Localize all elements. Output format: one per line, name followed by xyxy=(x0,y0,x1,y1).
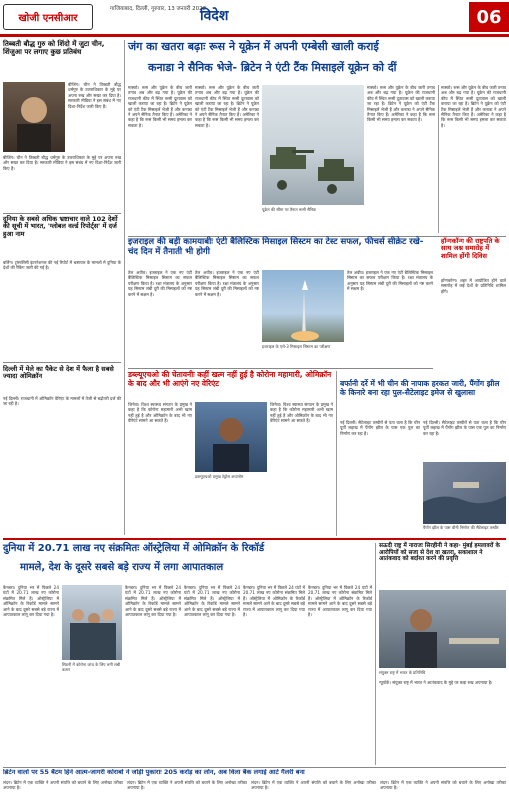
corruption-headline: दुनिया के सबसे अधिक भ्रष्टाचार वाले 102 देशों की सूची में भारत, 'ग्लोबल वर्ल्ड रिपोर्ट्स' में दर्ज हुआ नाम xyxy=(3,215,118,238)
britain-headline: ब्रिटेन वालों पर 55 बैंटम हिने आत्म-जागरी कोराबों ने जोड़ी पुकाराः 205 करोड़ का लोन, अब विला बैंक लगाई आर्ट गैलरी बना xyxy=(3,769,305,776)
saudi-body: न्यूयॉर्क। संयुक्त राष्ट्र में भारत ने आतंकवाद के मुद्दे पर कड़ा रुख अपनाया है। xyxy=(379,680,493,685)
who-body-col1: जिनेवा। विश्व स्वास्थ्य संगठन के प्रमुख ने कहा है कि कोरोना महामारी अभी खत्म नहीं हुई है और ओमिक्रॉन के बाद भी नए वेरिएंट सामने आ सकते हैं। xyxy=(128,402,192,424)
tibet-body-cont: बीजिंग। चीन ने तिब्बती बौद्ध धर्मगुरु के उत्तराधिकार के मुद्दे पर अपना रुख और सख्त कर दिया है। सरकारी मीडिया ने इस संबंध में नए दिशा-निर्देश जारी किए हैं। xyxy=(3,155,121,171)
date-line: गाजियाबाद, दिल्ली, गुरुवार, 13 जनवरी 2022 xyxy=(110,6,207,12)
border-photo xyxy=(423,462,506,524)
section-title: विदेश xyxy=(200,8,229,24)
who-headline: डब्ल्यूएचओ की चेतावनीः कहीं खत्म नहीं हुई है कोरोना महामारी, ओमिक्रॉन के बाद और भी आएंगे नए वेरिएंट xyxy=(128,370,332,388)
masthead-rule xyxy=(0,34,509,37)
delhi-headline: दिल्ली में मेले का पैकेट से देश में फैला है सबसे ज्यादा ओमिक्रॉन xyxy=(3,365,114,381)
column-rule xyxy=(438,85,439,233)
israel-photo xyxy=(262,270,344,342)
saudi-headline: सऊदी राष्ट्र में नाराजः सिरहीनी ने कहा- मुंबई हमलावरों के आरोपियों को सजा से देश वा खतरा, सकाशाल ने आतंकवाद को बर्दाश्त करने की प्रवृत्ति xyxy=(379,543,500,563)
russia-photo xyxy=(262,85,364,205)
australia-photo-caption: सिडनी में कोरोना जांच के लिए लगी लंबी कतार xyxy=(62,662,121,672)
australia-body-col4: कैनबरा। दुनिया भर में पिछले 24 घंटों में 20.71 लाख नए कोरोना संक्रमित मिले हैं। ऑस्ट्रेलिया में ओमिक्रॉन के रिकॉर्ड मामले सामने आने के बाद दूसरे सबसे बड़े राज्य में आपातकाल लागू कर दिया गया है। xyxy=(243,585,305,618)
who-photo-caption: डब्ल्यूएचओ प्रमुख टेड्रोस अधानोम xyxy=(195,474,244,479)
britain-body-col1: लंदन। ब्रिटेन में एक व्यक्ति ने अपनी संपत्ति को बचाने के लिए अनोखा तरीका अपनाया है। xyxy=(3,780,123,791)
australia-photo xyxy=(62,585,122,660)
border-body-col2: नई दिल्ली। सैटेलाइट तस्वीरों से पता चला है कि चीन पूर्वी लद्दाख में पैंगोंग झील के पास एक पुल का निर्माण कर रहा है। xyxy=(423,420,506,436)
russia-body-col2: मास्को। रूस और यूक्रेन के बीच जारी तनाव अब और बढ़ गया है। यूक्रेन की राजधानी कीव में स्थित रूसी दूतावास को खाली कराया जा रहा है। ब्रिटेन ने यूक्रेन को एंटी टैंक मिसाइलें भेजी हैं और कनाडा ने अपने सैनिक तैनात किए हैं। अमेरिका ने कहा है कि रूस किसी भी समय हमला कर सकता है। xyxy=(195,85,259,128)
tibet-photo xyxy=(3,82,65,152)
russia-headline-2: कनाडा ने सैनिक भेजे- ब्रिटेन ने एंटी टैंक मिसाइलें यूक्रेन को दीं xyxy=(148,61,397,74)
israel-body-col2: तेल अवीव। इजराइल ने एक नए एंटी बैलिस्टिक मिसाइल सिस्टम का सफल परीक्षण किया है। रक्षा मंत्रालय के अनुसार यह सिस्टम लंबी दूरी की मिसाइलों को नष्ट करने में सक्षम है। xyxy=(195,270,259,297)
australia-headline-1: दुनिया में 20.71 लाख नए संक्रमितः ऑस्ट्रेलिया में ओमिक्रॉन के रिकॉर्ड xyxy=(3,543,265,554)
border-headline: बर्फानी दर्रे में भी चीन की नापाक हरकत जारी, पैंगोंग झील के किनारे बना रहा पुल-सैटेलाइट इमेज से खुलासा xyxy=(340,379,500,397)
britain-body-col3: लंदन। ब्रिटेन में एक व्यक्ति ने अपनी संपत्ति को बचाने के लिए अनोखा तरीका अपनाया है। xyxy=(251,780,376,791)
paper-logo: खोजी एनसीआर xyxy=(3,4,93,30)
delhi-body: नई दिल्ली। राजधानी में ओमिक्रॉन वेरिएंट के मामलों में तेजी से बढ़ोतरी दर्ज की जा रही है। xyxy=(3,396,121,407)
hongkong-headline: हॉन्गकॉन्ग की राष्ट्रपति के साथ जश्न समारोह में शामिल होंगी दिविस xyxy=(441,237,500,260)
hongkong-body: हॉन्गकॉन्ग। शहर में आयोजित होने वाले समारोह में कई देशों के प्रतिनिधि शामिल होंगे। xyxy=(441,278,506,294)
israel-body-col3: तेल अवीव। इजराइल ने एक नए एंटी बैलिस्टिक मिसाइल सिस्टम का सफल परीक्षण किया है। रक्षा मंत्रालय के अनुसार यह सिस्टम लंबी दूरी की मिसाइलों को नष्ट करने में सक्षम है। xyxy=(347,270,433,292)
who-photo xyxy=(195,402,267,472)
australia-body-col3: कैनबरा। दुनिया भर में पिछले 24 घंटों में 20.71 लाख नए कोरोना संक्रमित मिले हैं। ऑस्ट्रेलिया में ओमिक्रॉन के रिकॉर्ड मामले सामने आने के बाद दूसरे सबसे बड़े राज्य में आपातकाल लागू कर दिया गया है। xyxy=(184,585,240,618)
divider xyxy=(3,767,506,768)
tibet-headline: तिब्बती बौद्ध गुरु को शिंदो में जुटा चीन, शिंजुआ पर लगाए कुछ प्रतिबंध xyxy=(3,40,105,57)
column-rule xyxy=(336,371,337,536)
russia-body-col1: मास्को। रूस और यूक्रेन के बीच जारी तनाव अब और बढ़ गया है। यूक्रेन की राजधानी कीव में स्थित रूसी दूतावास को खाली कराया जा रहा है। ब्रिटेन ने यूक्रेन को एंटी टैंक मिसाइलें भेजी हैं और कनाडा ने अपने सैनिक तैनात किए हैं। अमेरिका ने कहा है कि रूस किसी भी समय हमला कर सकता है। xyxy=(128,85,192,128)
corruption-body: बर्लिन। ट्रांसपेरेंसी इंटरनेशनल की नई रिपोर्ट में भ्रष्टाचार के मामलों में दुनिया के देशों की रैंकिंग जारी की गई है। xyxy=(3,260,121,271)
border-photo-caption: पैंगोंग झील के पास चीनी निर्माण की सैटेलाइट तस्वीर xyxy=(423,525,499,530)
saudi-photo xyxy=(379,590,506,668)
divider xyxy=(3,538,506,540)
saudi-photo-caption: संयुक्त राष्ट्र में भारत के प्रतिनिधि xyxy=(379,670,426,675)
divider xyxy=(3,213,121,214)
russia-body-col4: मास्को। रूस और यूक्रेन के बीच जारी तनाव अब और बढ़ गया है। यूक्रेन की राजधानी कीव में स्थित रूसी दूतावास को खाली कराया जा रहा है। ब्रिटेन ने यूक्रेन को एंटी टैंक मिसाइलें भेजी हैं और कनाडा ने अपने सैनिक तैनात किए हैं। अमेरिका ने कहा है कि रूस किसी भी समय हमला कर सकता है। xyxy=(441,85,506,128)
australia-body-col1: कैनबरा। दुनिया भर में पिछले 24 घंटों में 20.71 लाख नए कोरोना संक्रमित मिले हैं। ऑस्ट्रेलिया में ओमिक्रॉन के रिकॉर्ड मामले सामने आने के बाद दूसरे सबसे बड़े राज्य में आपातकाल लागू कर दिया गया है। xyxy=(3,585,59,618)
column-rule xyxy=(124,40,125,535)
page-number: 06 xyxy=(469,2,509,32)
australia-body-col2: कैनबरा। दुनिया भर में पिछले 24 घंटों में 20.71 लाख नए कोरोना संक्रमित मिले हैं। ऑस्ट्रेलिया में ओमिक्रॉन के रिकॉर्ड मामले सामने आने के बाद दूसरे सबसे बड़े राज्य में आपातकाल लागू कर दिया गया है। xyxy=(125,585,181,618)
australia-body-col5: कैनबरा। दुनिया भर में पिछले 24 घंटों में 20.71 लाख नए कोरोना संक्रमित मिले हैं। ऑस्ट्रेलिया में ओमिक्रॉन के रिकॉर्ड मामले सामने आने के बाद दूसरे सबसे बड़े राज्य में आपातकाल लागू कर दिया गया है। xyxy=(308,585,372,618)
israel-headline: इजराइल की बड़ी कामयाबीः एंटी बैलिस्टिक मिसाइल सिस्टम का टेस्ट सफल, फीचर्स सीक्रेट रखे- चंद दिन में तैनाती भी होगी xyxy=(128,237,424,257)
britain-body-col4: लंदन। ब्रिटेन में एक व्यक्ति ने अपनी संपत्ति को बचाने के लिए अनोखा तरीका अपनाया है। xyxy=(380,780,506,791)
israel-photo-caption: इजराइल के एरो-3 मिसाइल सिस्टम का परीक्षण xyxy=(262,344,331,349)
israel-body-col1: तेल अवीव। इजराइल ने एक नए एंटी बैलिस्टिक मिसाइल सिस्टम का सफल परीक्षण किया है। रक्षा मंत्रालय के अनुसार यह सिस्टम लंबी दूरी की मिसाइलों को नष्ट करने में सक्षम है। xyxy=(128,270,192,297)
masthead xyxy=(0,0,509,38)
divider xyxy=(128,368,433,369)
divider xyxy=(3,362,121,363)
who-body-col2: जिनेवा। विश्व स्वास्थ्य संगठन के प्रमुख ने कहा है कि कोरोना महामारी अभी खत्म नहीं हुई है और ओमिक्रॉन के बाद भी नए वेरिएंट सामने आ सकते हैं। xyxy=(270,402,333,424)
britain-body-col2: लंदन। ब्रिटेन में एक व्यक्ति ने अपनी संपत्ति को बचाने के लिए अनोखा तरीका अपनाया है। xyxy=(127,780,247,791)
russia-body-col3: मास्को। रूस और यूक्रेन के बीच जारी तनाव अब और बढ़ गया है। यूक्रेन की राजधानी कीव में स्थित रूसी दूतावास को खाली कराया जा रहा है। ब्रिटेन ने यूक्रेन को एंटी टैंक मिसाइलें भेजी हैं और कनाडा ने अपने सैनिक तैनात किए हैं। अमेरिका ने कहा है कि रूस किसी भी समय हमला कर सकता है। xyxy=(367,85,435,123)
russia-headline-1: जंग का खतरा बढ़ाः रूस ने यूक्रेन में अपनी एम्बेसी खाली कराई xyxy=(128,40,379,53)
tibet-body: बीजिंग। चीन ने तिब्बती बौद्ध धर्मगुरु के उत्तराधिकार के मुद्दे पर अपना रुख और सख्त कर दिया है। सरकारी मीडिया ने इस संबंध में नए दिशा-निर्देश जारी किए हैं। xyxy=(68,82,121,109)
russia-photo-caption: यूक्रेन की सीमा पर तैनात रूसी सैनिक xyxy=(262,207,317,212)
australia-headline-2: मामले, देश के दूसरे सबसे बड़े राज्य में लगा आपातकाल xyxy=(20,562,224,573)
column-rule xyxy=(375,543,376,765)
border-body-col1: नई दिल्ली। सैटेलाइट तस्वीरों से पता चला है कि चीन पूर्वी लद्दाख में पैंगोंग झील के पास एक पुल का निर्माण कर रहा है। xyxy=(340,420,420,436)
